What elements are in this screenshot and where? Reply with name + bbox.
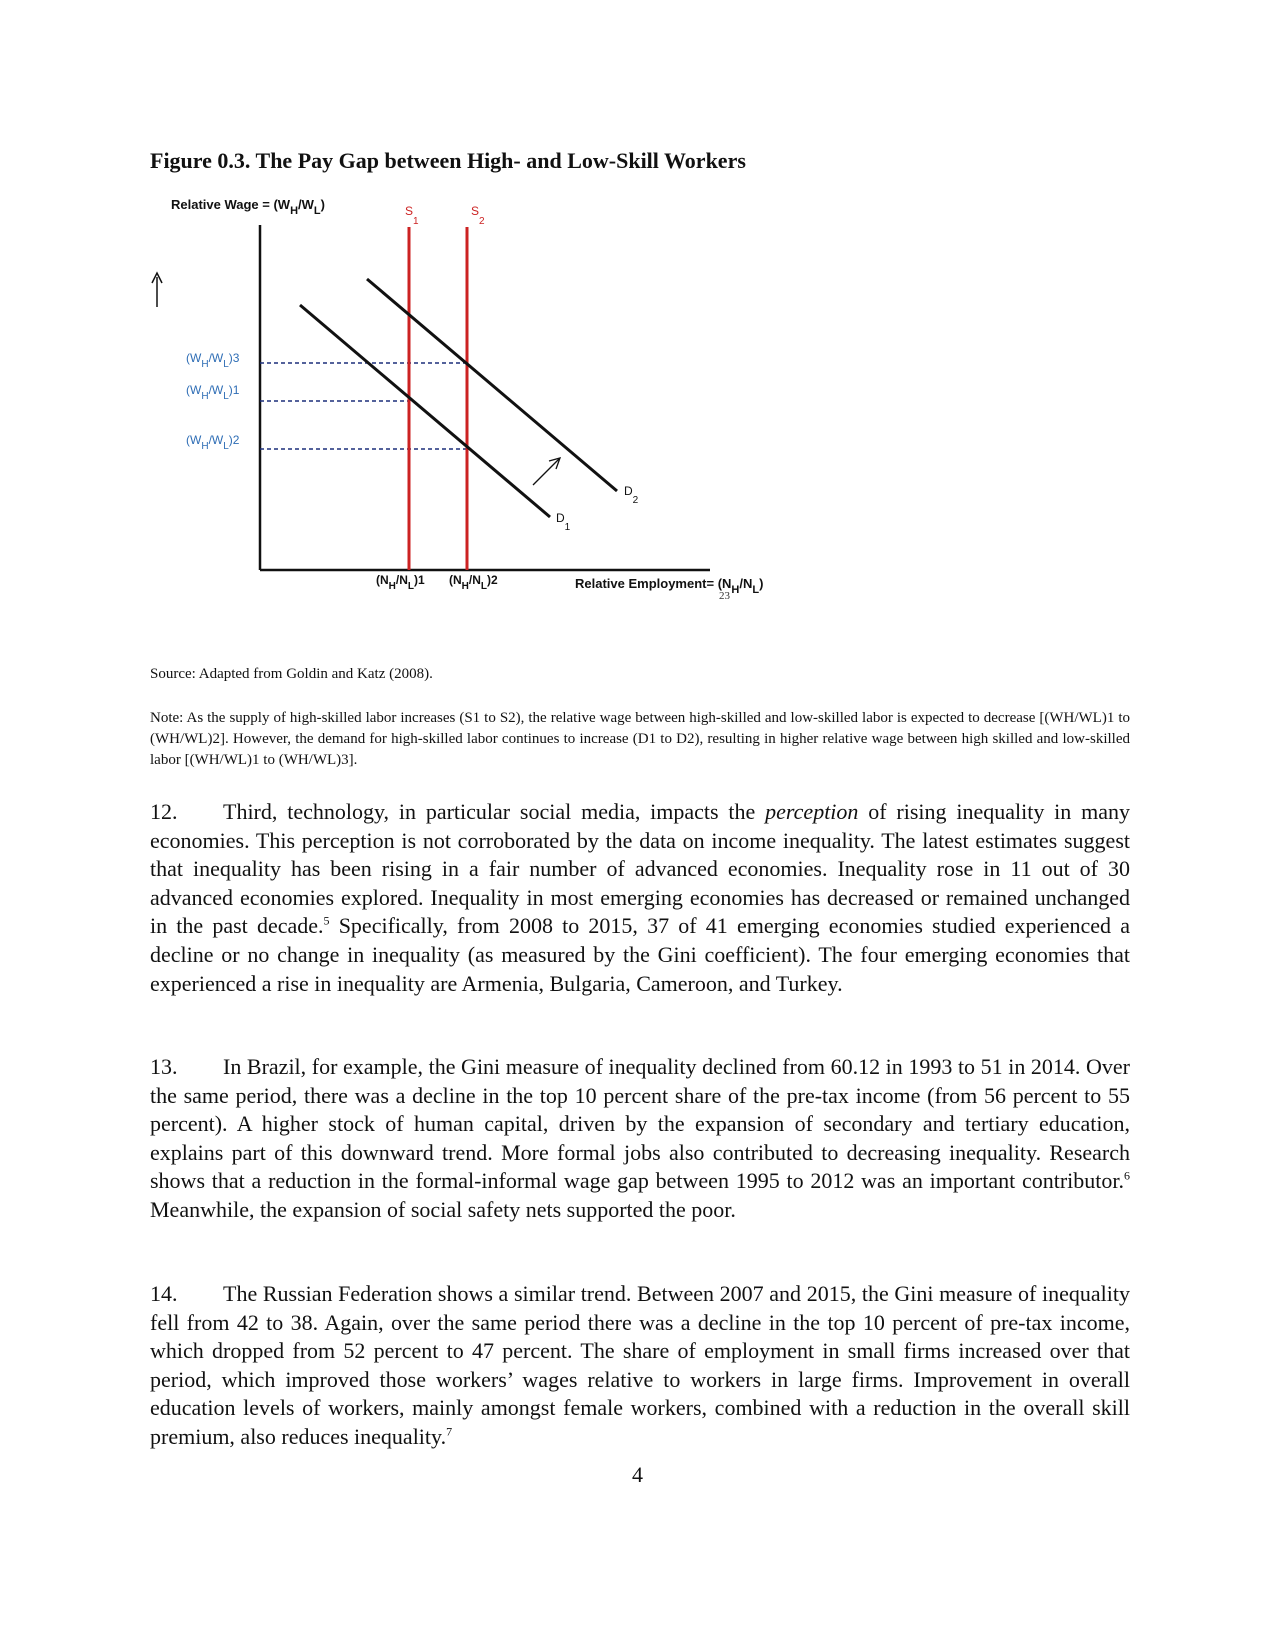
up-arrow-icon [152, 273, 162, 307]
shift-arrow-icon [533, 458, 560, 485]
figure-title: Figure 0.3. The Pay Gap between High- and Low-Skill Workers [150, 148, 746, 173]
page-number: 4 [632, 1462, 643, 1487]
emphasis-text: perception [765, 799, 859, 824]
paragraph-text: of rising inequality in many economies. This perception is not corroborated by the data on income inequality. The latest estimates suggest that inequality has been rising in a fair number of advanced economies. Inequality rose in 11 out of 30 advanced economies explored. Inequality in most emerging economies has decreased or remained unchanged in the past decade. [150, 799, 1130, 939]
paragraph-number: 14. [150, 1281, 178, 1306]
y-tick-w3: $(W_H/W_L)3$ [186, 351, 240, 370]
demand-curve-d1 [300, 305, 550, 517]
footnote-ref[interactable]: 7 [446, 1424, 453, 1439]
figure-note: Note: As the supply of high-skilled labor increases (S1 to S2), the relative wage between high-skilled and low-skilled labor is expected to decrease [(WH/WL)1 to (WH/WL)2]. However, the demand for high-skilled labor continues to increase (D1 to D2), resulting in higher relative wage between high skilled and low-skilled labor [(WH/WL)1 to (WH/WL)3]. [150, 710, 1130, 768]
paragraph-text: Specifically, from 2008 to 2015, 37 of 41 emerging economies studied experienced a decline or no change in inequality (as measured by the Gini coefficient). The four emerging economies that experienced a rise in inequality are Armenia, Bulgaria, Cameroon, and Turkey. [150, 913, 1130, 996]
x-axis-title: Relative Employment= $(N_H/N_L)$ [575, 576, 764, 596]
pay-gap-chart [145, 195, 835, 615]
paragraph-12 [150, 798, 1130, 998]
demand-label-d2: $D_2$ [624, 484, 639, 506]
y-tick-w1: $(W_H/W_L)1$ [186, 383, 240, 402]
demand-label-d1: $D_1$ [556, 511, 571, 533]
y-axis-title: Relative Wage = $(W_H/W_L)$ [171, 197, 325, 217]
figure-source: Source: Adapted from Goldin and Katz (2008). [150, 666, 433, 682]
paragraph-text: In Brazil, for example, the Gini measure of inequality declined from 60.12 in 1993 to 51 in 2014. Over the same period, there was a decline in the top 10 percent share of the pre-tax income (from 56 percent to 55 percent). A higher stock of human capital, driven by the expansion of secondary and tertiary education, explains part of this downward trend. More formal jobs also contributed to decreasing inequality. Research shows that a reduction in the formal-informal wage gap between 1995 to 2012 was an important contributor. [150, 1054, 1130, 1194]
paragraph-text: Third, technology, in particular social media, impacts the [223, 799, 766, 824]
y-tick-w2: $(W_H/W_L)2$ [186, 433, 240, 452]
paragraph-text: Meanwhile, the expansion of social safety nets supported the poor. [150, 1196, 736, 1222]
paragraph-14 [150, 1280, 1130, 1452]
footnote-ref[interactable]: 6 [1124, 1169, 1130, 1184]
footnote-ref[interactable]: 5 [323, 914, 330, 929]
paragraph-number: 12. [150, 799, 178, 824]
supply-label-s1: $S_1$ [405, 204, 419, 227]
paragraph-number: 13. [150, 1054, 178, 1079]
demand-curve-d2 [367, 279, 617, 491]
paragraph-13 [150, 1053, 1130, 1225]
supply-label-s2: $S_2$ [471, 204, 485, 227]
x-tick-n1: $(N_H/N_L)1$ [376, 573, 425, 592]
x-tick-n2: $(N_H/N_L)2$ [449, 573, 498, 592]
stray-number: 23 [719, 590, 730, 602]
paragraph-text: The Russian Federation shows a similar trend. Between 2007 and 2015, the Gini measure of inequality fell from 42 to 38. Again, over the same period there was a decline in the top 10 percent of pre-tax income, which dropped from 52 percent to 47 percent. The share of employment in small firms increased over that period, which improved those workers’ wages relative to workers in large firms. Improvement in overall education levels of workers, mainly amongst female workers, combined with a reduction in the overall skill premium, also reduces inequality. [150, 1281, 1130, 1449]
